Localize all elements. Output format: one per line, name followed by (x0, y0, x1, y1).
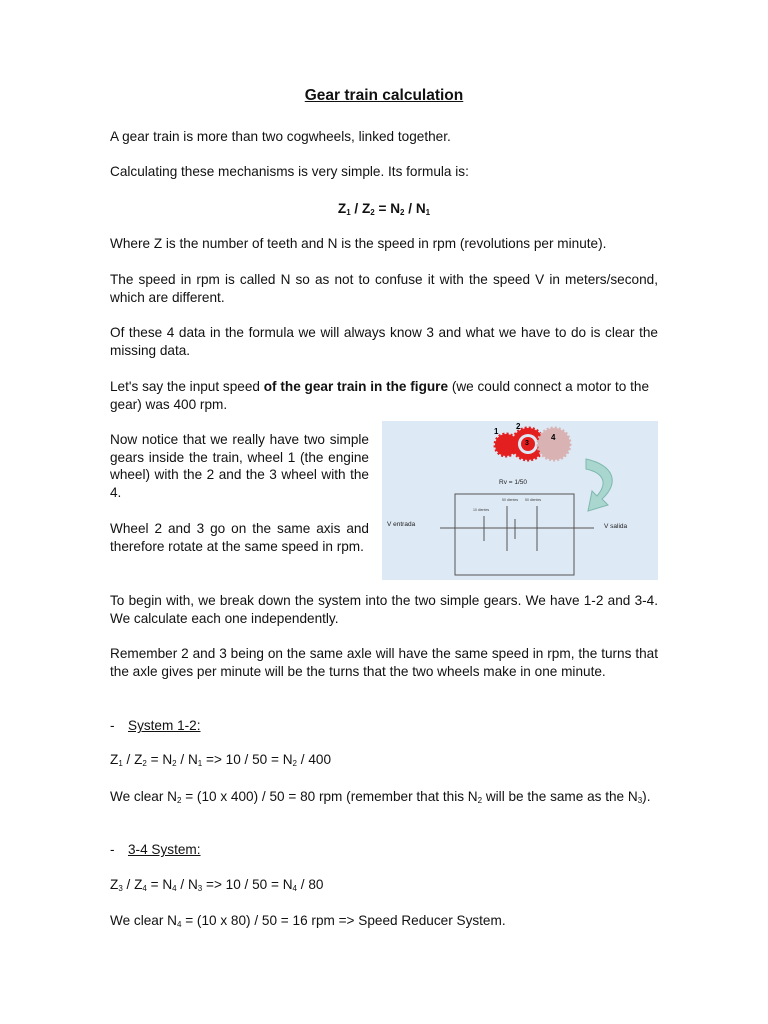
definition-paragraph: Where Z is the number of teeth and N is the speed in rpm (revolutions per minute). (110, 236, 607, 251)
gear-train-figure (382, 421, 658, 580)
teeth-label-3: 50 dientes (525, 498, 542, 502)
gear-label-2: 2 (516, 422, 521, 431)
gear-label-1: 1 (494, 427, 499, 436)
axle-paragraph: Remember 2 and 3 being on the same axle will have the same speed in rpm, the turns that the axle gives per minute will be the turns that the two wheels make in one minute. (110, 646, 658, 679)
intro-paragraph: A gear train is more than two cogwheels, linked together. (110, 129, 451, 144)
system-3-4-heading: - 3-4 System: (110, 842, 201, 857)
teeth-label-2: 50 dientes (502, 498, 519, 502)
same-axis-paragraph: Wheel 2 and 3 go on the same axis and therefore rotate at the same speed in rpm. (110, 521, 369, 554)
equation-system-1-2: $Z_1 / Z_2 = N_2 / N_1 => 10 / 50 = N_2 / 400$ (110, 752, 332, 768)
equation-system-3-4: $Z_3 / Z_4 = N_4 / N_3 => 10 / 50 = N_4 / 80$ (110, 877, 324, 893)
ratio-label: Rv = 1/50 (499, 479, 528, 486)
formula: $Z_1 / Z_2 = N_2 / N_1$ (337, 201, 431, 217)
teeth-label-1: 10 dientes (473, 508, 490, 512)
data-paragraph: Of these 4 data in the formula we will always know 3 and what we have to do is clear the missing data. (110, 325, 658, 358)
rotation-arrow-icon (586, 459, 612, 511)
gear-label-4: 4 (551, 433, 556, 442)
output-speed-label: V salida (604, 523, 628, 530)
gear-label-3: 3 (525, 440, 529, 447)
input-speed-label: V entrada (387, 521, 416, 528)
simple-gears-paragraph: Now notice that we really have two simple gears inside the train, wheel 1 (the engine wheel) with the 2 and the 3 wheel with the 4. (110, 432, 369, 500)
result-n4-paragraph: We clear $N_4 = (10$ x 80) / 50 = 16 rpm => Speed Reducer System. (110, 913, 506, 929)
system-1-2-heading: - System 1-2: (110, 718, 201, 733)
formula-intro-paragraph: Calculating these mechanisms is very simple. Its formula is: (110, 164, 469, 179)
breakdown-paragraph: To begin with, we break down the system into the two simple gears. We have 1-2 and 3-4. We calculate each one independently. (110, 593, 658, 626)
result-n2-paragraph: We clear $N_2 = (10$ x 400) / 50 = 80 rpm (remember that this $N_2$ will be the same as the $N_3$). (110, 789, 651, 805)
page-title: Gear train calculation (304, 87, 464, 104)
input-speed-paragraph: Let's say the input speed of the gear train in the figure (we could connect a motor to the gear) was 400 rpm. (110, 379, 650, 412)
speed-note-paragraph: The speed in rpm is called N so as not to confuse it with the speed V in meters/second, which are different. (110, 272, 658, 305)
